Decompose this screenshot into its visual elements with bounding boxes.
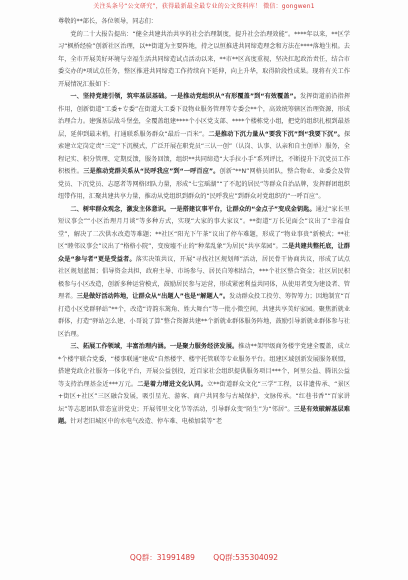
paragraph bbox=[58, 16, 350, 29]
body-text: 尊敬的**部长，各位领导，同志们： bbox=[58, 18, 157, 25]
body-text: 探索建立定岗定责“三定”下沉模式，广泛开展在职党员“三认一创”（认岗、认事、认亲和自主创单）服务，全程记实、积分管理、定期反馈，服务回馈，组织**共同缔造“大手拉小手”系列评比，不断提升下沉党员工作积极性。 bbox=[58, 130, 350, 175]
bold-heading-text: 一、坚持党建引领，筑牢基层基础。一是推动党组织从“有形覆盖”到“有效覆盖”。 bbox=[70, 93, 300, 100]
paragraph bbox=[58, 341, 350, 429]
document-body bbox=[58, 16, 350, 548]
body-text: 立**街道群众文化“三学”工程，以非遗传承、“景区+街区+社区”三区融合发展，吸引星光、游客、商户共同参与古城保护，文脉传承。“红巷书香”“百家讲坛”等志愿团队常态宣讲党史；开展邻里文化节等活动，引导群众变“陌生”为“邻居”。 bbox=[58, 380, 350, 413]
footer-contact bbox=[0, 551, 408, 565]
qq-group-1: QQ群：31991489 bbox=[129, 553, 195, 562]
body-text: 落实决策共议，开展“寻找社区规划师”活动，居民骨干协商共议，形成了试点社区规划蓝图；倡导资金共担，政府主导、市场参与、居民自筹相结合，***个社区整合资金；社区居民积极参与小区改造，创新多种运营模式，鼓励居民参与运营，形成紧密利益共同体，从使用者变为建设者、管理者。 bbox=[58, 255, 350, 300]
body-text: 党的二十大报告提出：“健全共建共治共享的社会治理制度，提升社会治理效能”。****年以来，**区学习“枫桥经验”创新社区治理，以**街道为主要阵地，持之以恒推进共同缔造理念和方法在****落地生根。去年，全市开展美好环境与幸福生活共同缔造试点活动以来，**市**区高度重视，坚决扛起政治责任，结合市委交办的*项试点任务，整区推进共同缔造工作持续向下延伸，向上升华，取得阶段性成果。现将有关工作开展情况汇报如下： bbox=[58, 30, 350, 88]
bold-heading-text: 二、树牢群众观念，激发主体意识。一是搭建议事平台，让群众的“金点子”变成金钥匙。 bbox=[70, 205, 316, 213]
bold-heading-text: 三是推动党群关系从“民呼我应”到“一呼百应”。 bbox=[83, 168, 220, 175]
paragraph bbox=[58, 29, 350, 92]
body-text: 通过“家长里短议事会”“小区治理月月谈”等多种方式，实现“大家的事大家议”。**街道“万长见面会”议出了“幸福食堂”，解决了二次供水改造等难题；**社区“阳光下午茶”议出了停车难题，形成了“物业事贵”新模式；**社区“睦邻议事会”议出了“格格小院”，变废墟不止的“种菜乱象”为居民“共享菜园”。 bbox=[58, 205, 350, 250]
header-banner: 关注头条号“公文研究”，获得最新最全最专业的公文资料库！ 微信：gongwen1 bbox=[93, 3, 315, 10]
bold-heading-text: 二是推动下沉力量从“要我下沉”到“我要下沉”。 bbox=[208, 130, 344, 138]
paragraph bbox=[58, 91, 350, 204]
bold-heading-text: 三、拓展工作领域，丰富治理内涵。一是聚力服务经济发展。 bbox=[70, 343, 239, 350]
bold-heading-text: 三是做好活动阵地，让群众从“出题人”也是“解题人”。 bbox=[76, 293, 230, 300]
body-text: 推动**架甲级商务楼宇党建全覆盖，成立*个楼宇联合党委，“楼事联通”建成“自然楼宇、楼宇托管联等专业服务平台。组建区域创新发展服务联盟，搭建党政企社服务一体化平台，开展公益创投，近百家社会组织提供服务项目***个，阿里公益、腾讯公益等支持治理基金近***万元。 bbox=[58, 343, 350, 388]
body-text: 发动群众投工投劳、筹智筹力；因地制宜“百打造小区党群驿站”**个，改造“诗韵东篱角、姓大舞台”等一批小微空间，共建共享美好家园。聚焦新就业群体，打造“驿站怎么建、小哥说了算”整合资源共建**个新就业群体服务阵地，鼓励引导新就业群体参与社区治理。 bbox=[58, 293, 350, 338]
bold-heading-text: 二是着力增进文化认同。 bbox=[137, 380, 207, 388]
body-text: 发挥街道前沿指挥作用，创新街道“工委+专委”在街道大工委下设物业服务管理等专委会**个，高效统筹辖区治理资源，形成治理合力。建强基层战斗堡垒，全覆盖组建****个小区党支部、****个楼栋党小组，把党的组织扎根到最基层，延伸到最末梢，打通联系服务群众“最后一百米”。 bbox=[58, 93, 350, 138]
body-text: 针对老旧城区中的水电气改造、停车难、电梯加装等“老 bbox=[70, 418, 223, 425]
paragraph bbox=[58, 204, 350, 342]
qq-group-2: QQ群:535304092 bbox=[213, 553, 279, 562]
body-text: 创新“**N”网格员团队，整合物业、业委会及管党员、下沉党员、志愿者等网格团队力量，形成“七宝瑶湖”“了不起的居民”等群众自治品牌，发挥群团组织纽带作用，汇聚共建共享力量，推动从党组织到群众的“民呼我应”到群众对党组织的“一呼百应”。 bbox=[58, 168, 350, 200]
bold-heading-text: 三是有效破解基层难题。 bbox=[58, 405, 350, 425]
bold-heading-text: 二是共建共整托底，让群众是“参与者”更是受益者。 bbox=[58, 243, 350, 263]
